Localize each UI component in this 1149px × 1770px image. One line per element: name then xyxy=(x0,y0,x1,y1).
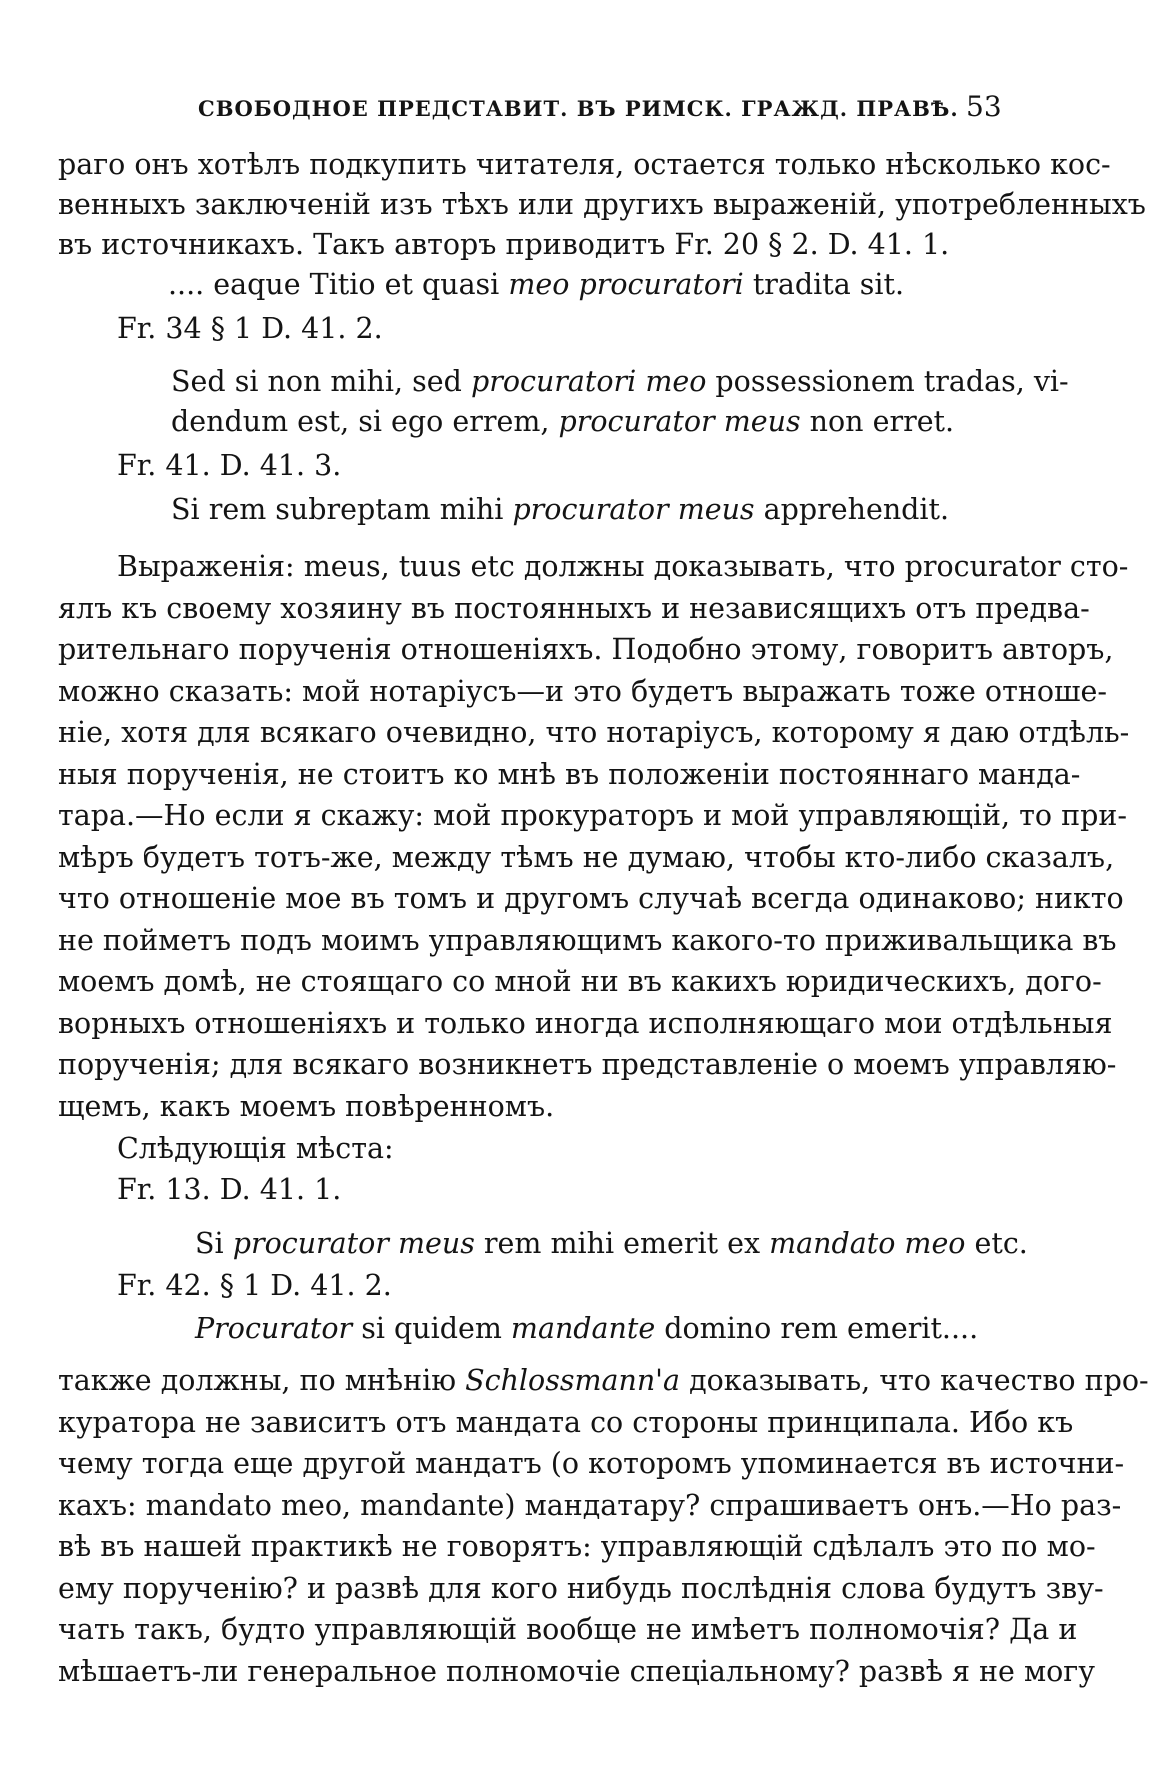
text-line: можно сказать: мой нотаріусъ—и это будетъ выражать тоже отноше- xyxy=(58,675,1107,708)
text-line: Слѣдующія мѣста: xyxy=(117,1132,394,1165)
quotation-line xyxy=(171,362,1069,402)
text-line: мѣръ будетъ тотъ-же, между тѣмъ не думаю, чтобы кто-либо сказалъ, xyxy=(58,841,1115,874)
body-text: также должны, по мнѣнію xyxy=(58,1364,466,1397)
quote-text: si quidem xyxy=(352,1312,511,1345)
citation-line: Fr. 34 § 1 D. 41. 2. xyxy=(117,312,383,345)
text-line: чему тогда еще другой мандатъ (о которомъ упоминается въ источни- xyxy=(58,1447,1125,1480)
emphasis: meo procuratori xyxy=(508,268,744,301)
text-line: рительнаго порученія отношеніяхъ. Подобно этому, говоритъ авторъ, xyxy=(58,633,1114,666)
text-line: въ источникахъ. Такъ авторъ приводитъ Fr. 20 § 2. D. 41. 1. xyxy=(58,228,950,261)
text-line: вѣ въ нашей практикѣ не говорятъ: управляющій сдѣлалъ это по мо- xyxy=(58,1530,1096,1563)
quote-text: domino rem emerit.... xyxy=(655,1312,979,1345)
emphasis: Procurator xyxy=(195,1312,353,1345)
text-line: раго онъ хотѣлъ подкупить читателя, остается только нѣсколько кос- xyxy=(58,148,1111,181)
quote-text: Sed si non mihi, sed xyxy=(171,365,471,398)
text-line: чать такъ, будто управляющій вообще не имѣетъ полномочія? Да и xyxy=(58,1613,1078,1646)
text-line: ніе, хотя для всякаго очевидно, что нотаріусъ, которому я даю отдѣль- xyxy=(58,716,1130,749)
quote-text: etc. xyxy=(965,1227,1028,1260)
quote-text: Si rem subreptam mihi xyxy=(171,493,513,526)
text-line: Выраженія: meus, tuus etc должны доказывать, что procurator сто- xyxy=(117,550,1129,583)
quotation-line xyxy=(171,490,1010,530)
citation-line: Fr. 41. D. 41. 3. xyxy=(117,449,342,482)
quote-text: non erret. xyxy=(800,405,955,438)
text-line: ныя порученія, не стоитъ ко мнѣ въ положеніи постояннаго манда- xyxy=(58,758,1081,791)
text-line: ялъ къ своему хозяину въ постоянныхъ и независящихъ отъ предва- xyxy=(58,592,1090,625)
emphasis: Schlossmann'a xyxy=(465,1364,681,1397)
emphasis: mandato meo xyxy=(769,1227,966,1260)
text-line: ворныхъ отношеніяхъ и только иногда исполняющаго мои отдѣльныя xyxy=(58,1007,1113,1040)
quote-text: .... eaque Titio et quasi xyxy=(168,268,509,301)
emphasis: mandante xyxy=(510,1312,656,1345)
quote-text: rem mihi emerit ex xyxy=(474,1227,770,1260)
emphasis: procuratori meo xyxy=(470,365,707,398)
text-line: порученія; для всякаго возникнетъ представленіе о моемъ управляю- xyxy=(58,1048,1117,1081)
quotation-line xyxy=(171,402,1010,442)
text-line: венныхъ заключеній изъ тѣхъ или другихъ выраженій, употребленныхъ xyxy=(58,188,1146,221)
quote-text: apprehendit. xyxy=(754,493,950,526)
quote-text: tradita sit. xyxy=(743,268,905,301)
citation-line: Fr. 13. D. 41. 1. xyxy=(117,1173,342,1206)
quotation-line xyxy=(195,1224,1028,1264)
quote-text: possessionem tradas, vi- xyxy=(706,365,1069,398)
text-line: кахъ: mandato meo, mandante) мандатару? спрашиваетъ онъ.—Но раз- xyxy=(58,1489,1122,1522)
text-line: тара.—Но если я скажу: мой прокураторъ и мой управляющій, то при- xyxy=(58,799,1127,832)
citation-line: Fr. 42. § 1 D. 41. 2. xyxy=(117,1269,392,1302)
emphasis: procurator meus xyxy=(232,1227,475,1260)
text-line: щемъ, какъ моемъ повѣренномъ. xyxy=(58,1090,555,1123)
running-head: СВОБОДНОЕ ПРЕДСТАВИТ. ВЪ РИМСК. ГРАЖД. ПРАВѢ. xyxy=(198,96,959,121)
quote-text: dendum est, si ego errem, xyxy=(171,405,559,438)
emphasis: procurator meus xyxy=(558,405,801,438)
text-line xyxy=(58,1361,1149,1401)
text-line: мѣшаетъ-ли генеральное полномочіе спеціальному? развѣ я не могу xyxy=(58,1655,1095,1688)
emphasis: procurator meus xyxy=(512,493,755,526)
quote-text: Si xyxy=(195,1227,233,1260)
text-line: что отношеніе мое въ томъ и другомъ случаѣ всегда одинаково; никто xyxy=(58,882,1124,915)
quotation-line xyxy=(195,1309,1010,1349)
text-line: ему порученію? и развѣ для кого нибудь послѣднія слова будутъ зву- xyxy=(58,1572,1104,1605)
text-line: моемъ домѣ, не стоящаго со мной ни въ какихъ юридическихъ, дого- xyxy=(58,965,1102,998)
text-line: не пойметъ подъ моимъ управляющимъ какого-то приживальщика въ xyxy=(58,924,1117,957)
quotation-line xyxy=(168,265,1010,305)
page-number: 53 xyxy=(966,90,1002,123)
text-line: куратора не зависитъ отъ мандата со стороны принципала. Ибо къ xyxy=(58,1406,1074,1439)
body-text: доказывать, что качество про- xyxy=(680,1364,1149,1397)
